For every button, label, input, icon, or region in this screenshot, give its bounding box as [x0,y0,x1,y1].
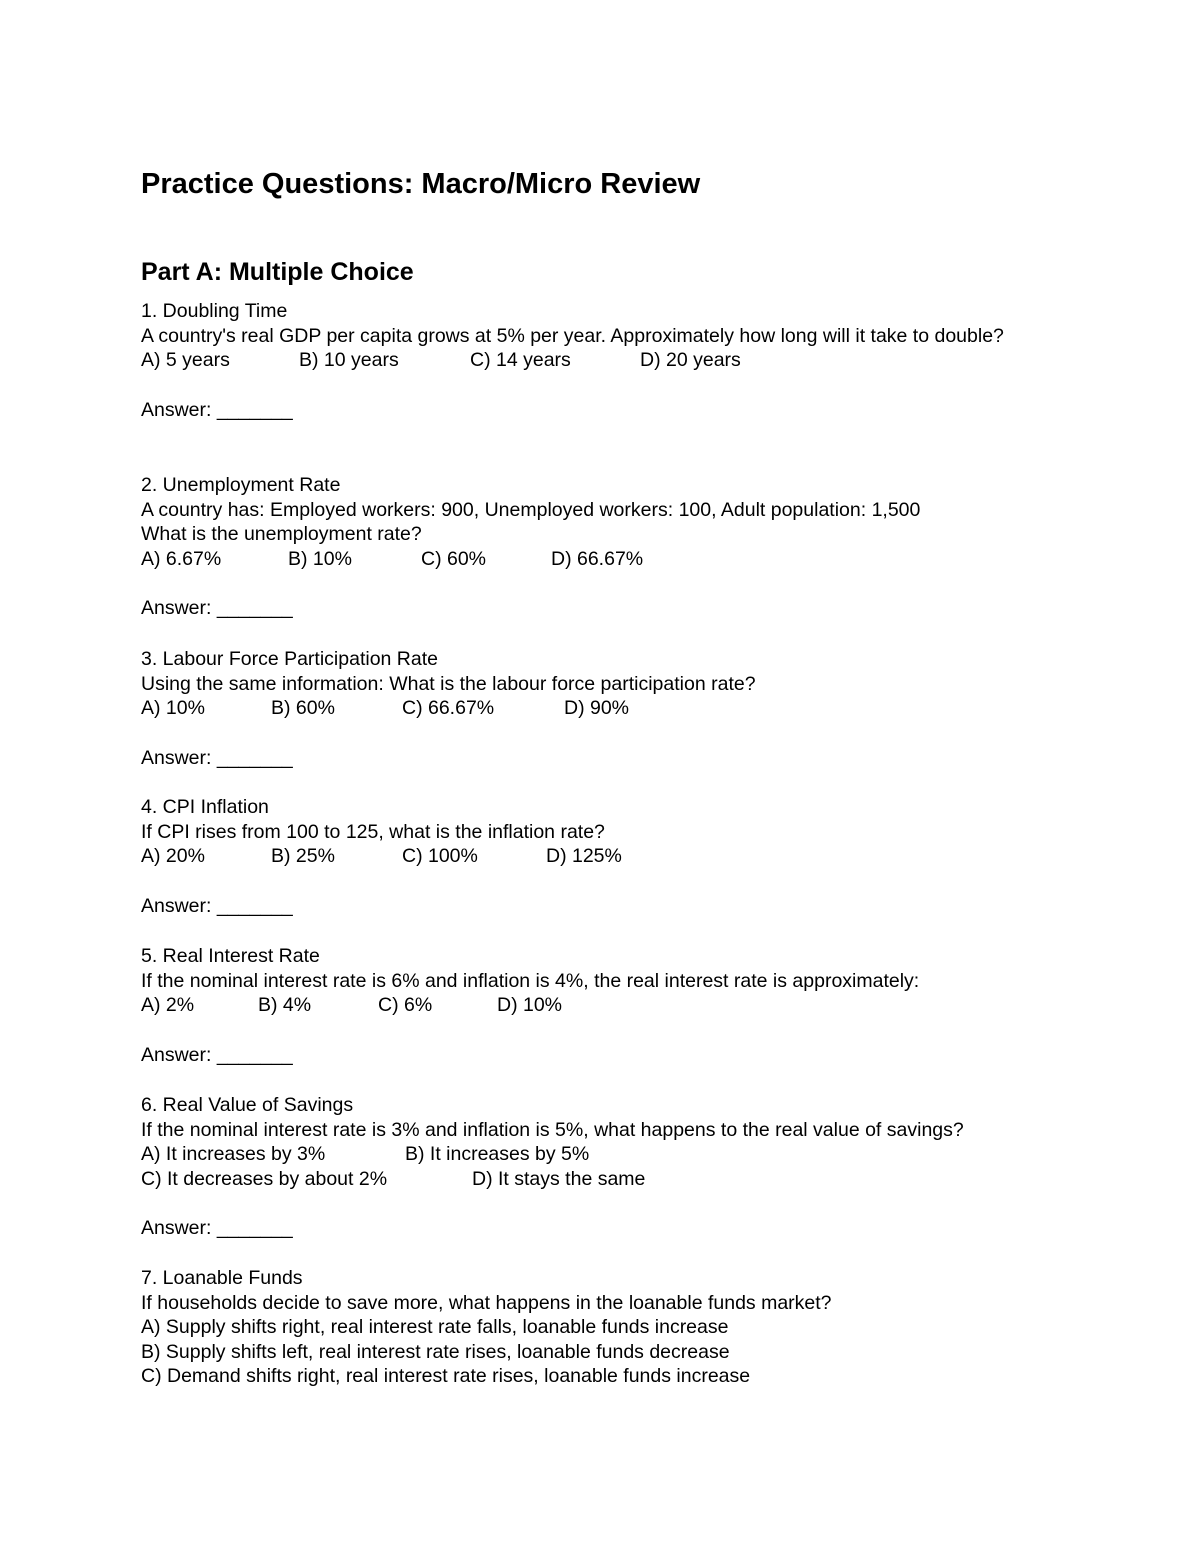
option-b: B) 25% [271,845,335,868]
question-prompt: A country has: Employed workers: 900, Unemployed workers: 100, Adult population: 1,500 [141,498,921,521]
question-3 [141,647,1081,770]
question-heading: 7. Loanable Funds [141,1267,303,1289]
question-options-row-2 [141,1167,1081,1192]
question-prompt: Using the same information: What is the labour force participation rate? [141,672,756,695]
option-a: A) 5 years [141,349,230,372]
option-d: D) 125% [546,845,622,868]
question-heading: 3. Labour Force Participation Rate [141,648,438,670]
option-a: A) It increases by 3% [141,1143,326,1166]
question-1 [141,299,1081,422]
option-b: B) Supply shifts left, real interest rate rises, loanable funds decrease [141,1340,730,1363]
question-options [141,993,1081,1018]
option-a: A) 2% [141,994,195,1017]
question-2 [141,473,1081,621]
option-c: C) 14 years [470,349,571,372]
option-c: C) It decreases by about 2% [141,1167,388,1190]
question-prompt: A country's real GDP per capita grows at 5% per year. Approximately how long will it take to double? [141,324,1004,347]
option-d: D) 90% [564,697,630,720]
question-6 [141,1093,1081,1241]
question-heading: 4. CPI Inflation [141,796,269,818]
option-c: C) 100% [402,845,478,868]
option-a: A) 6.67% [141,547,222,570]
question-options [141,348,1081,373]
question-heading: 6. Real Value of Savings [141,1094,354,1116]
option-c: C) Demand shifts right, real interest rate rises, loanable funds increase [141,1365,751,1388]
answer-blank: Answer: _______ [141,1217,293,1240]
question-prompt: If CPI rises from 100 to 125, what is the inflation rate? [141,820,605,843]
option-b: B) It increases by 5% [405,1143,590,1166]
answer-blank: Answer: _______ [141,746,293,769]
option-a: A) 20% [141,845,205,868]
question-5 [141,944,1081,1067]
option-c: C) 6% [378,994,433,1017]
answer-blank: Answer: _______ [141,398,293,421]
question-prompt: If the nominal interest rate is 3% and inflation is 5%, what happens to the real value of savings? [141,1118,964,1141]
question-4 [141,795,1081,918]
option-d: D) It stays the same [472,1167,646,1190]
option-d: D) 66.67% [551,547,644,570]
question-prompt-continued: What is the unemployment rate? [141,523,422,546]
question-prompt: If households decide to save more, what happens in the loanable funds market? [141,1291,832,1314]
option-d: D) 10% [497,994,563,1017]
option-b: B) 10% [288,547,352,570]
answer-blank: Answer: _______ [141,1043,293,1066]
option-c: C) 60% [421,547,487,570]
answer-blank: Answer: _______ [141,597,293,620]
question-options [141,1142,1081,1167]
option-a: A) 10% [141,697,205,720]
option-b: B) 4% [258,994,312,1017]
option-c: C) 66.67% [402,697,495,720]
question-prompt: If the nominal interest rate is 6% and inflation is 4%, the real interest rate is approximately: [141,969,920,992]
question-heading: 2. Unemployment Rate [141,474,341,496]
question-7 [141,1266,1081,1389]
question-options [141,696,1081,721]
option-a: A) Supply shifts right, real interest rate falls, loanable funds increase [141,1316,729,1339]
question-heading: 5. Real Interest Rate [141,945,320,967]
option-b: B) 10 years [299,349,399,372]
part-a-heading: Part A: Multiple Choice [141,258,414,286]
question-options [141,547,1081,572]
answer-blank: Answer: _______ [141,894,293,917]
question-heading: 1. Doubling Time [141,300,288,322]
option-b: B) 60% [271,697,335,720]
page-title: Practice Questions: Macro/Micro Review [141,168,701,200]
question-options [141,844,1081,869]
option-d: D) 20 years [640,349,741,372]
